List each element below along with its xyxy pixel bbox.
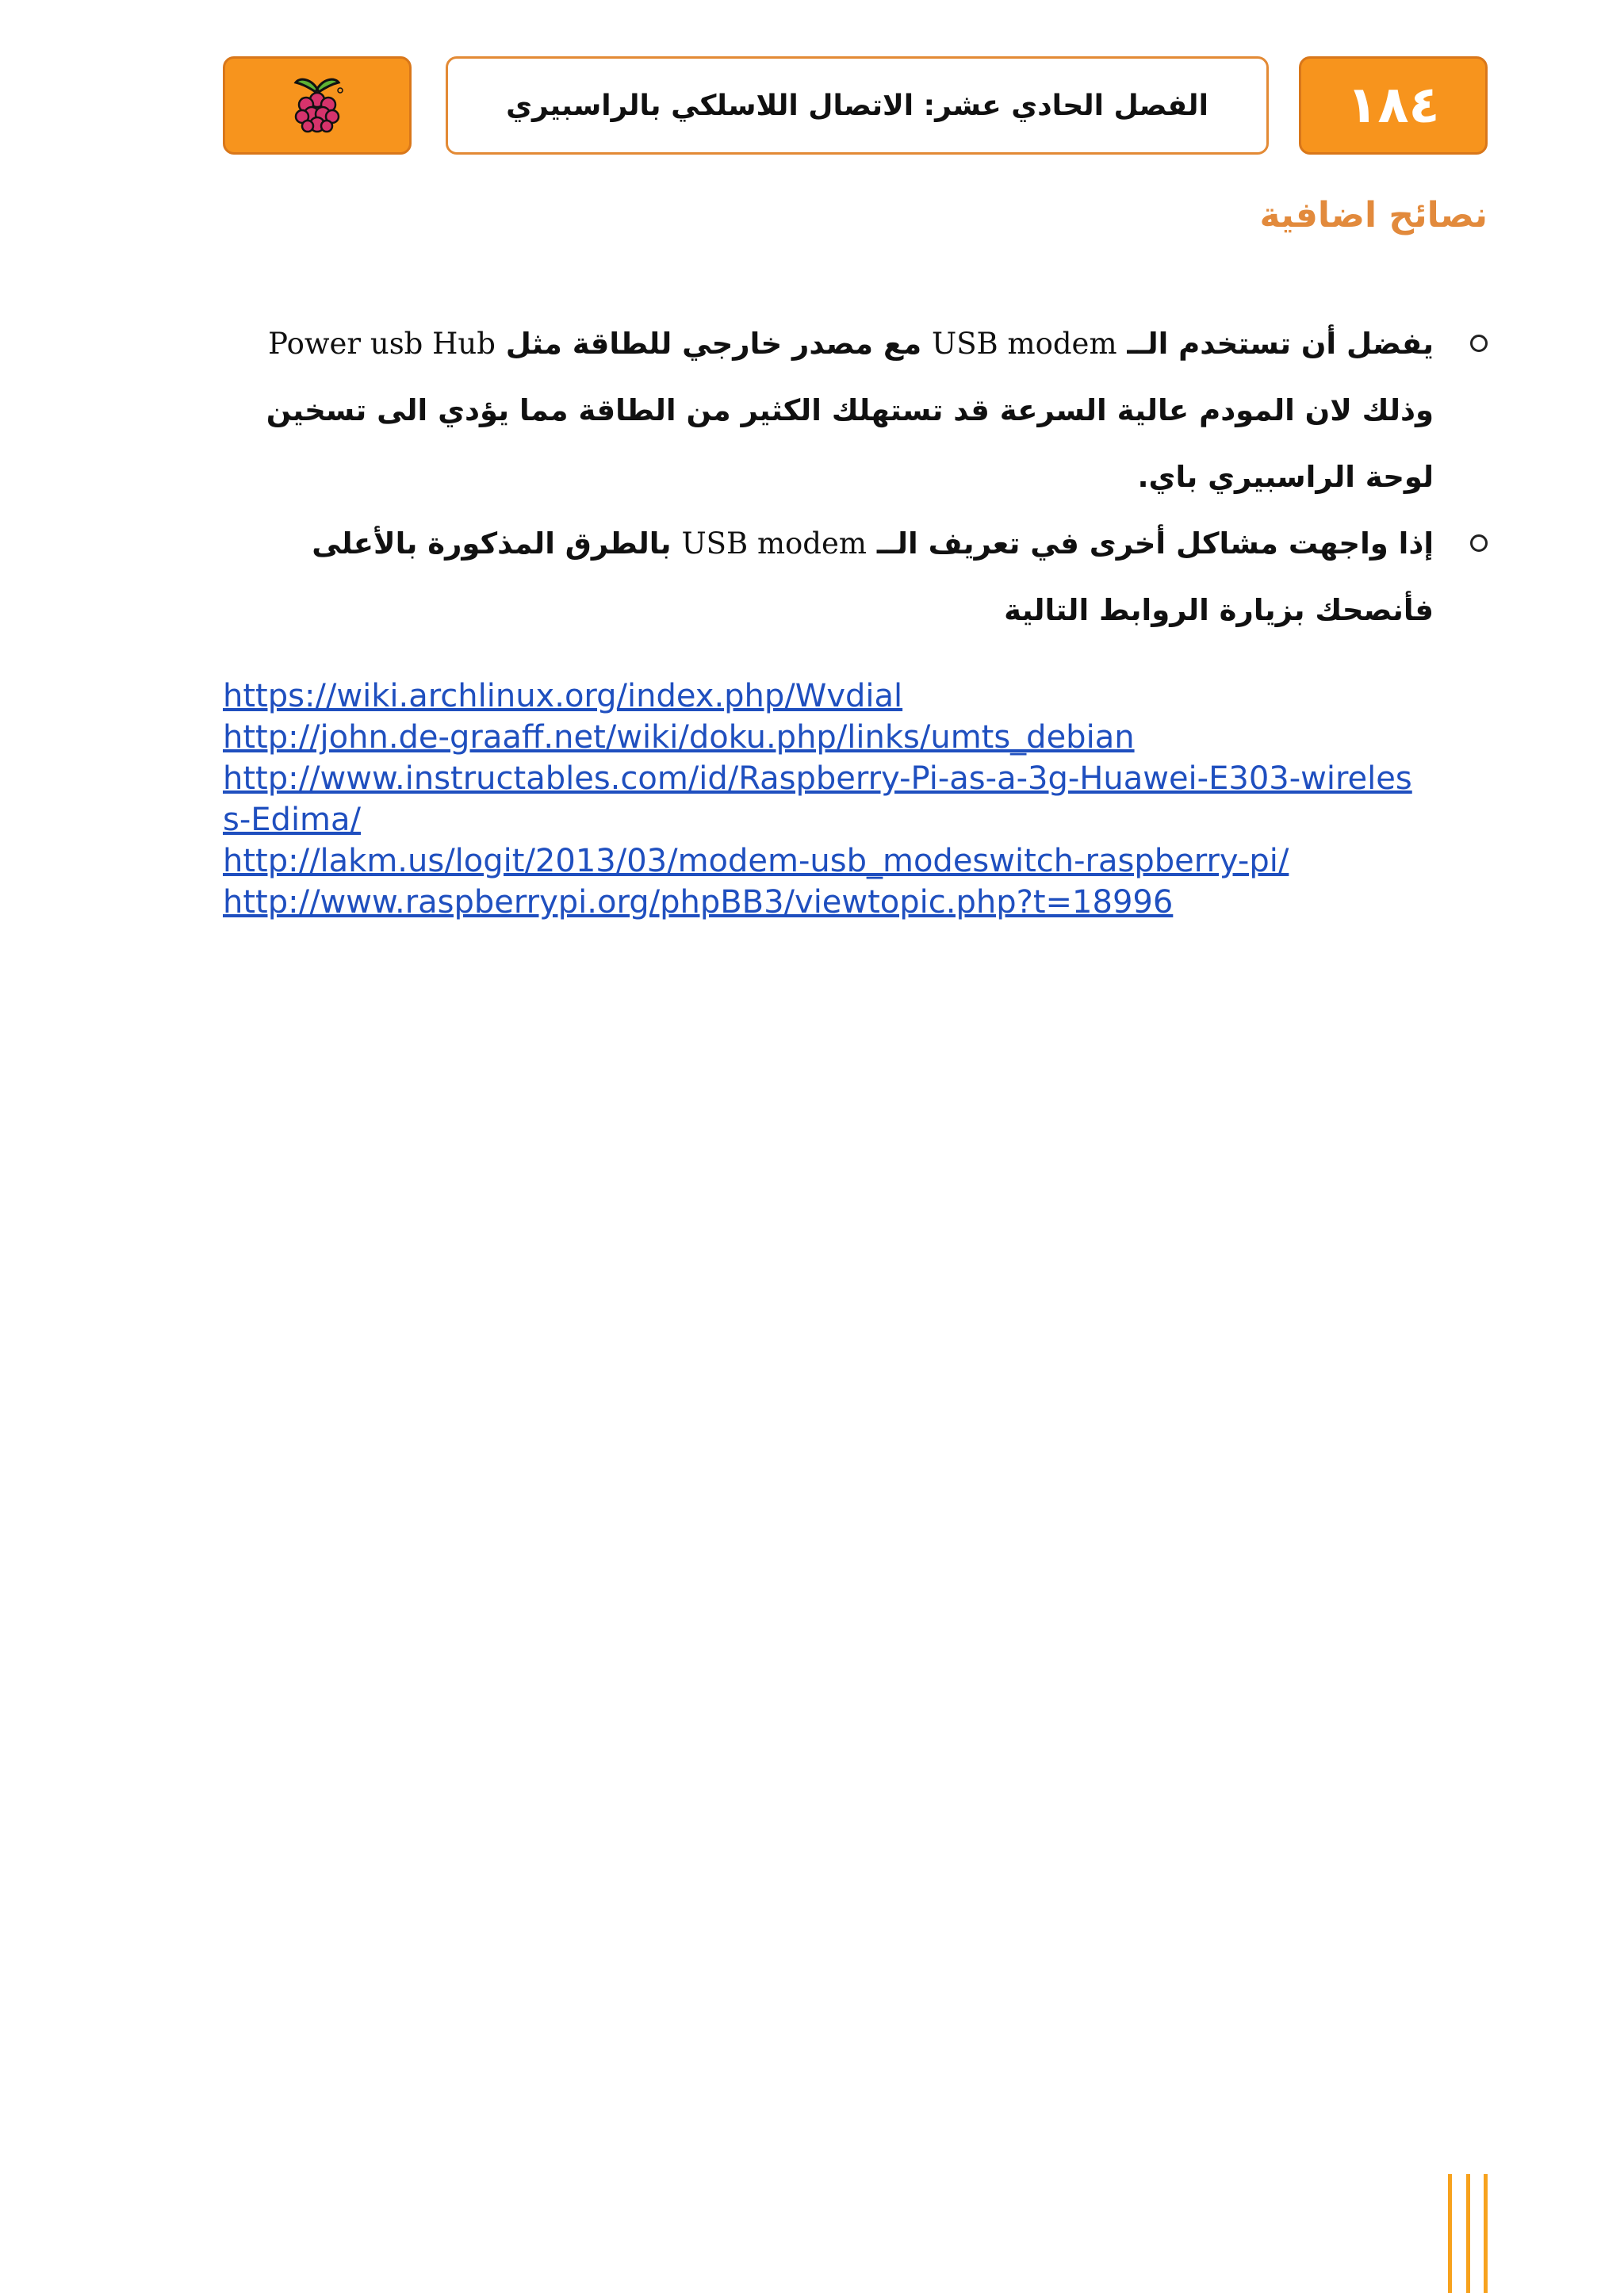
link-lakm-modeswitch[interactable]: http://lakm.us/logit/2013/03/modem-usb_modeswitch-raspberry-pi/ bbox=[223, 843, 1289, 879]
link-archlinux-wvdial[interactable]: https://wiki.archlinux.org/index.php/Wvdial bbox=[223, 678, 903, 714]
decorative-bar bbox=[1448, 2174, 1452, 2293]
raspberry-pi-icon bbox=[289, 73, 345, 138]
bullet-circle-icon bbox=[1470, 534, 1488, 552]
section-heading: نصائح اضافية bbox=[1259, 195, 1488, 235]
bullet-circle-icon bbox=[1470, 335, 1488, 352]
decorative-bars bbox=[1448, 2174, 1488, 2293]
tip-latin-term: USB modem bbox=[681, 526, 867, 561]
reference-links bbox=[223, 676, 1428, 923]
tip-item bbox=[223, 511, 1497, 644]
tips-list bbox=[223, 311, 1497, 644]
decorative-bar bbox=[1466, 2174, 1470, 2293]
tip-text: يفضل أن تستخدم الــ bbox=[1116, 327, 1434, 361]
chapter-title-box bbox=[446, 56, 1269, 155]
decorative-bar bbox=[1484, 2174, 1488, 2293]
tip-latin-term: Power usb Hub bbox=[268, 327, 496, 361]
tip-item bbox=[223, 311, 1497, 511]
link-raspberrypi-forum[interactable]: http://www.raspberrypi.org/phpBB3/viewtopic.php?t=18996 bbox=[223, 884, 1174, 921]
link-instructables[interactable]: http://www.instructables.com/id/Raspberry-Pi-as-a-3g-Huawei-E303-wireless-Edima/ bbox=[223, 760, 1412, 838]
page-number-box bbox=[1299, 56, 1488, 155]
tip-text: بالطرق المذكورة بالأعلى فأنصحك بزيارة الروابط التالية bbox=[312, 526, 1434, 627]
link-de-graaff-umts[interactable]: http://john.de-graaff.net/wiki/doku.php/links/umts_debian bbox=[223, 719, 1135, 756]
logo-box bbox=[223, 56, 412, 155]
tip-text: وذلك لان المودم عالية السرعة قد تستهلك الكثير من الطاقة مما يؤدي الى تسخين لوحة الراسبيري باي. bbox=[266, 393, 1434, 494]
tip-text: مع مصدر خارجي للطاقة مثل bbox=[495, 327, 933, 361]
page-number: ١٨٤ bbox=[1346, 76, 1440, 135]
tip-latin-term: USB modem bbox=[932, 327, 1117, 361]
tip-text: إذا واجهت مشاكل أخرى في تعريف الــ bbox=[866, 526, 1434, 561]
chapter-title: الفصل الحادي عشر: الاتصال اللاسلكي بالراسبيري bbox=[506, 89, 1208, 122]
